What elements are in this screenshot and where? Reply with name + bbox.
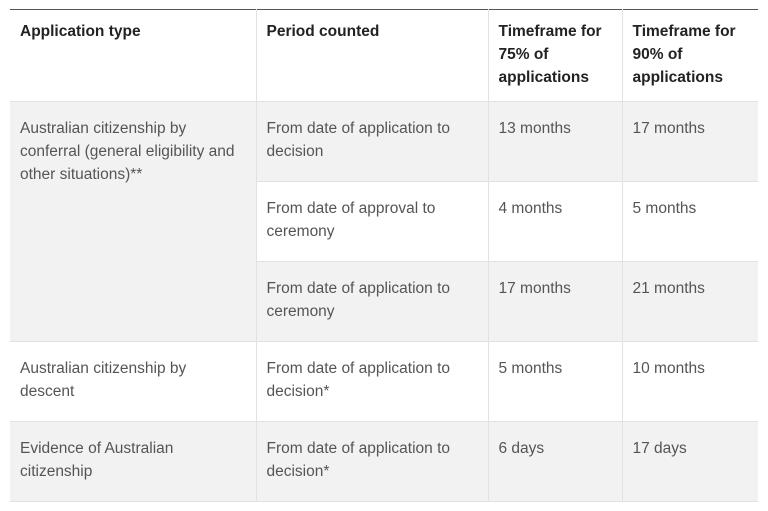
header-application-type: Application type xyxy=(10,10,256,102)
period-cell: From date of application to decision* xyxy=(256,342,488,422)
table-row xyxy=(10,102,758,182)
timeframe-75-cell: 4 months xyxy=(488,182,622,262)
timeframe-75-cell: 6 days xyxy=(488,422,622,502)
header-period-counted: Period counted xyxy=(256,10,488,102)
period-cell: From date of application to ceremony xyxy=(256,262,488,342)
application-type-cell: Evidence of Australian citizenship xyxy=(10,422,256,502)
timeframe-75-cell: 13 months xyxy=(488,102,622,182)
timeframe-75-cell: 17 months xyxy=(488,262,622,342)
table-body xyxy=(10,102,758,502)
header-timeframe-90: Timeframe for 90% of applications xyxy=(622,10,758,102)
header-row xyxy=(10,10,758,102)
timeframe-90-cell: 5 months xyxy=(622,182,758,262)
application-type-cell: Australian citizenship by conferral (general eligibility and other situations)** xyxy=(10,102,256,342)
header-timeframe-75: Timeframe for 75% of applications xyxy=(488,10,622,102)
timeframe-90-cell: 10 months xyxy=(622,342,758,422)
processing-timeframes-table xyxy=(10,9,758,502)
period-cell: From date of approval to ceremony xyxy=(256,182,488,262)
timeframe-90-cell: 21 months xyxy=(622,262,758,342)
table-row xyxy=(10,342,758,422)
timeframe-90-cell: 17 days xyxy=(622,422,758,502)
timeframe-90-cell: 17 months xyxy=(622,102,758,182)
table-header xyxy=(10,10,758,102)
period-cell: From date of application to decision xyxy=(256,102,488,182)
application-type-cell: Australian citizenship by descent xyxy=(10,342,256,422)
table-row xyxy=(10,422,758,502)
timeframe-75-cell: 5 months xyxy=(488,342,622,422)
period-cell: From date of application to decision* xyxy=(256,422,488,502)
